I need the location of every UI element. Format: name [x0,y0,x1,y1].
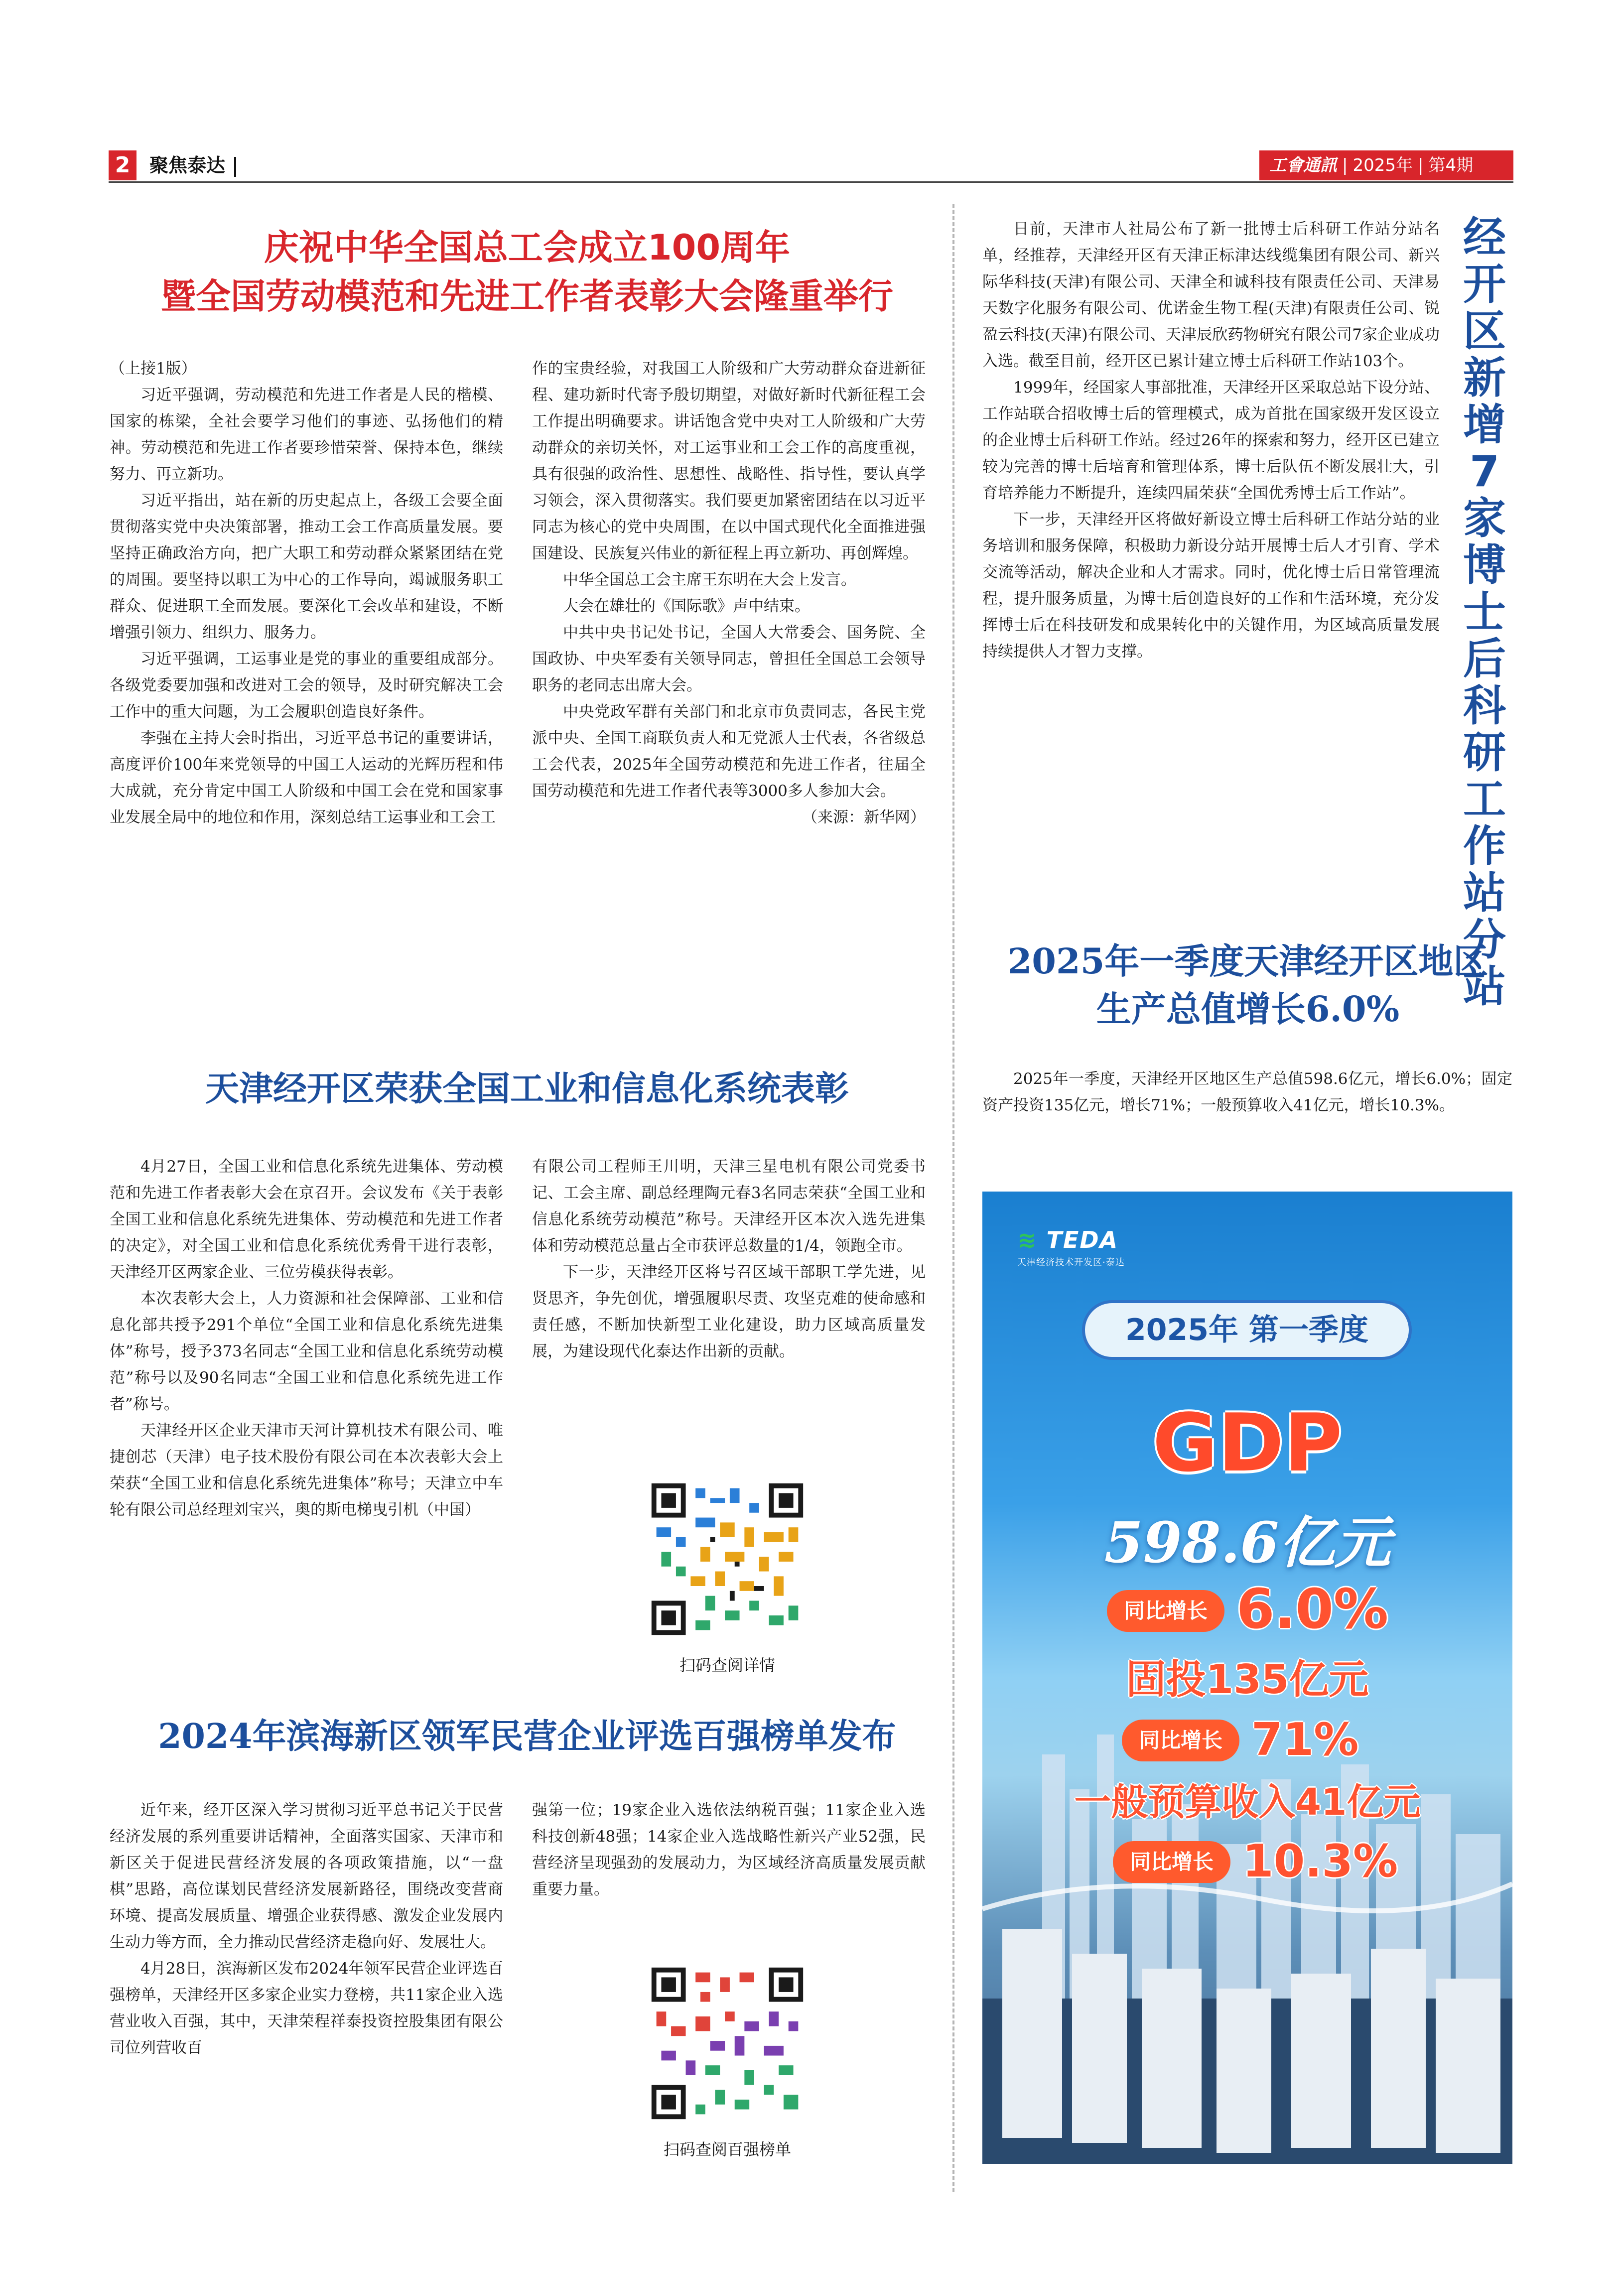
article4-body [982,216,1440,665]
qr-caption-details: 扫码查阅详情 [679,1656,775,1675]
qr-code-details[interactable] [647,1478,808,1640]
teda-logo-text: TEDA [1046,1226,1119,1253]
article1-para: 中共中央书记处书记，全国人大常委会、国务院、全国政协、中央军委有关领导同志，曾担任全国总工会领导职务的老同志出席大会。 [532,624,926,694]
article3-col2 [532,1797,926,1903]
qr-code-rankings[interactable] [647,1963,808,2124]
poster-budget: 一般预算收入41亿元 [1074,1781,1421,1824]
poster-gdp-label: GDP [1152,1396,1343,1489]
article3-title: 2024年滨海新区领军民营企业评选百强榜单发布 [158,1717,896,1756]
poster-gdp-growth: 6.0% [1236,1577,1389,1641]
publication-name: 工會通訊 [1269,155,1337,175]
poster-investment-growth: 71% [1251,1714,1359,1766]
publication-issue: 第4期 [1428,155,1474,175]
teda-logo-wave: ≋ [1017,1226,1047,1253]
article1-para: 李强在主持大会时指出，习近平总书记的重要讲话，高度评价100年来党领导的中国工人运动的光辉历程和伟大成就，充分肯定中国工人阶级和中国工会在党和国家事业发展全局中的地位和作用，深刻总结工运事业和工会工 [110,729,503,826]
header-rule [109,181,1513,183]
column-divider [952,204,954,2192]
article1-col2 [532,356,926,831]
article1-para: 习近平指出，站在新的历史起点上，各级工会要全面贯彻落实党中央决策部署，推动工会工作高质量发展。要坚持正确政治方向，把广大职工和劳动群众紧紧团结在党的周围。要坚持以职工为中心的工作导向，竭诚服务职工群众、促进职工全面发展。要深化工会改革和建设，不断增强引领力、组织力、服务力。 [110,492,503,642]
article2-col2 [532,1154,926,1365]
poster-gdp-value: 598.6亿元 [1104,1510,1391,1576]
article3-para: 近年来，经开区深入学习贯彻习近平总书记关于民营经济发展的系列重要讲话精神，全面落实国家、天津市和新区关于促进民营经济发展的各项政策措施，以“一盘棋”思路，高位谋划民营经济发展新路径，围绕改变营商环境、提高发展质量、增强企业获得感、激发企业发展内生动力等方面，全力推动民营经济走稳向好、发展壮大。 [110,1801,503,1951]
article5-title [976,937,1519,1033]
article3-para: 强第一位；19家企业入选依法纳税百强；11家企业入选科技创新48强；14家企业入选战略性新兴产业52强，民营经济呈现强劲的发展动力，为区域经济高质量发展贡献重要力量。 [532,1801,926,1898]
article5-para: 2025年一季度，天津经开区地区生产总值598.6亿元，增长6.0%；固定资产投资135亿元，增长71%；一般预算收入41亿元，增长10.3%。 [982,1070,1512,1114]
gdp-poster [982,1192,1512,2164]
teda-logo-subtitle: 天津经济技术开发区·泰达 [1017,1257,1125,1268]
publication-banner: 工會通訊 | 2025年 | 第4期 [1259,150,1513,180]
article5-title-line1: 2025年一季度天津经开区地区 [1007,940,1489,982]
publication-year: 2025年 [1353,155,1413,175]
poster-period: 2025年 第一季度 [1082,1300,1412,1360]
section-title-text: 聚焦泰达 [149,154,226,176]
article2-para: 天津经开区企业天津市天河计算机技术有限公司、唯捷创芯（天津）电子技术股份有限公司在本次表彰大会上荣获“全国工业和信息化系统先进集体”称号；天津立中车轮有限公司总经理刘宝兴，奥的斯电梯曳引机（中国） [110,1422,503,1519]
section-divider [234,157,236,177]
poster-investment: 固投135亿元 [1126,1656,1369,1703]
article4-para: 下一步，天津经开区将做好新设立博士后科研工作站分站的业务培训和服务保障，积极助力新设分站开展博士后人才引育、学术交流等活动，解决企业和人才需求。同时，优化博士后日常管理流程，提升服务质量，为博士后创造良好的工作和生活环境，充分发挥博士后在科技研发和成果转化中的关键作用，为区域高质量发展持续提供人才智力支撑。 [982,511,1440,661]
article1-para: 中央党政军群有关部门和北京市负责同志，各民主党派中央、全国工商联负责人和无党派人士代表，各省级总工会代表，2025年全国劳动模范和先进工作者，往届全国劳动模范和先进工作者代表等3000多人参加大会。 [532,703,926,800]
page-number: 2 [109,150,136,180]
article1-title [109,223,946,321]
qr-code-icon [647,1478,808,1640]
article2-para: 有限公司工程师王川明，天津三星电机有限公司党委书记、工会主席、副总经理陶元春3名同志荣获“全国工业和信息化系统劳动模范”称号。天津经开区本次入选先进集体和劳动模范总量占全市获评总数量的1/4，领跑全市。 [532,1158,926,1255]
article5-body [982,1066,1512,1119]
poster-growth-badge: 同比增长 [1122,1720,1239,1761]
article1-para: 作的宝贵经验，对我国工人阶级和广大劳动群众奋进新征程、建功新时代寄予殷切期望，对做好新时代新征程工会工作提出明确要求。讲话饱含党中央对工人阶级和广大劳动群众的亲切关怀，对工运事业和工会工作的高度重视，具有很强的政治性、思想性、战略性、指导性，要认真学习领会，深入贯彻落实。我们要更加紧密团结在以习近平同志为核心的党中央周围，在以中国式现代化全面推进强国建设、民族复兴伟业的新征程上再立新功、再创辉煌。 [532,360,926,562]
article3-para: 4月28日，滨海新区发布2024年领军民营企业评选百强榜单，天津经开区多家企业实力登榜，共11家企业入选营业收入百强，其中，天津荣程祥泰投资控股集团有限公司位列营收百 [110,1960,503,2057]
article2-para: 本次表彰大会上，人力资源和社会保障部、工业和信息化部共授予291个单位“全国工业和信息化系统先进集体”称号，授予373名同志“全国工业和信息化系统劳动模范”称号以及90名同志“全国工业和信息化系统先进工作者”称号。 [110,1290,503,1413]
article1-title-line1: 庆祝中华全国总工会成立100周年 [264,227,791,268]
article4-para: 1999年，经国家人事部批准，天津经开区采取总站下设分站、工作站联合招收博士后的管理模式，成为首批在国家级开发区设立的企业博士后科研工作站。经过26年的探索和努力，经开区已建立较为完善的博士后培育和管理体系，博士后队伍不断发展壮大，引育培养能力不断提升，连续四届荣获“全国优秀博士后工作站”。 [982,379,1440,502]
section-title [149,150,236,180]
qr-code-icon [647,1963,808,2124]
article4-vertical-title: 经开区新增7家博士后科研工作站分站 [1463,213,1506,1012]
article1-continued: （上接1版） [110,360,197,378]
article1-title-line2: 暨全国劳动模范和先进工作者表彰大会隆重举行 [161,276,893,317]
qr-caption-rankings: 扫码查阅百强榜单 [663,2140,791,2159]
article2-title: 天津经开区荣获全国工业和信息化系统表彰 [205,1069,849,1109]
article1-para: 大会在雄壮的《国际歌》声中结束。 [563,597,810,615]
poster-growth-badge: 同比增长 [1113,1841,1230,1883]
poster-budget-growth: 10.3% [1242,1835,1398,1887]
article1-source: （来源：新华网） [802,808,926,826]
article2-para: 4月27日，全国工业和信息化系统先进集体、劳动模范和先进工作者表彰大会在京召开。会议发布《关于表彰全国工业和信息化系统先进集体、劳动模范和先进工作者的决定》，对全国工业和信息化系统优秀骨干进行表彰，天津经开区两家企业、三位劳模获得表彰。 [110,1158,503,1281]
teda-logo [1017,1226,1125,1268]
article4-para: 日前，天津市人社局公布了新一批博士后科研工作站分站名单，经推荐，天津经开区有天津正标津达线缆集团有限公司、新兴际华科技(天津)有限公司、天津全和诚科技有限责任公司、天津易天数字化服务有限公司、优诺金生物工程(天津)有限责任公司、锐盈云科技(天津)有限公司、天津辰欣药物研究有限公司7家企业成功入选。截至目前，经开区已累计建立博士后科研工作站103个。 [982,220,1440,370]
poster-growth-badge: 同比增长 [1107,1590,1224,1632]
article2-col1 [110,1154,503,1523]
article1-para: 习近平强调，工运事业是党的事业的重要组成部分。各级党委要加强和改进对工会的领导，及时研究解决工会工作中的重大问题，为工会履职创造良好条件。 [110,650,503,721]
article5-title-line2: 生产总值增长6.0% [1096,988,1400,1030]
article1-col1 [110,356,503,831]
article1-para: 习近平强调，劳动模范和先进工作者是人民的楷模、国家的栋梁，全社会要学习他们的事迹、弘扬他们的精神。劳动模范和先进工作者要珍惜荣誉、保持本色，继续努力、再立新功。 [110,386,503,483]
article1-para: 中华全国总工会主席王东明在大会上发言。 [563,571,856,589]
article3-col1 [110,1797,503,2061]
article2-para: 下一步，天津经开区将号召区域干部职工学先进，见贤思齐，争先创优，增强履职尽责、攻坚克难的使命感和责任感，不断加快新型工业化建设，助力区域高质量发展，为建设现代化泰达作出新的贡献。 [532,1263,926,1360]
